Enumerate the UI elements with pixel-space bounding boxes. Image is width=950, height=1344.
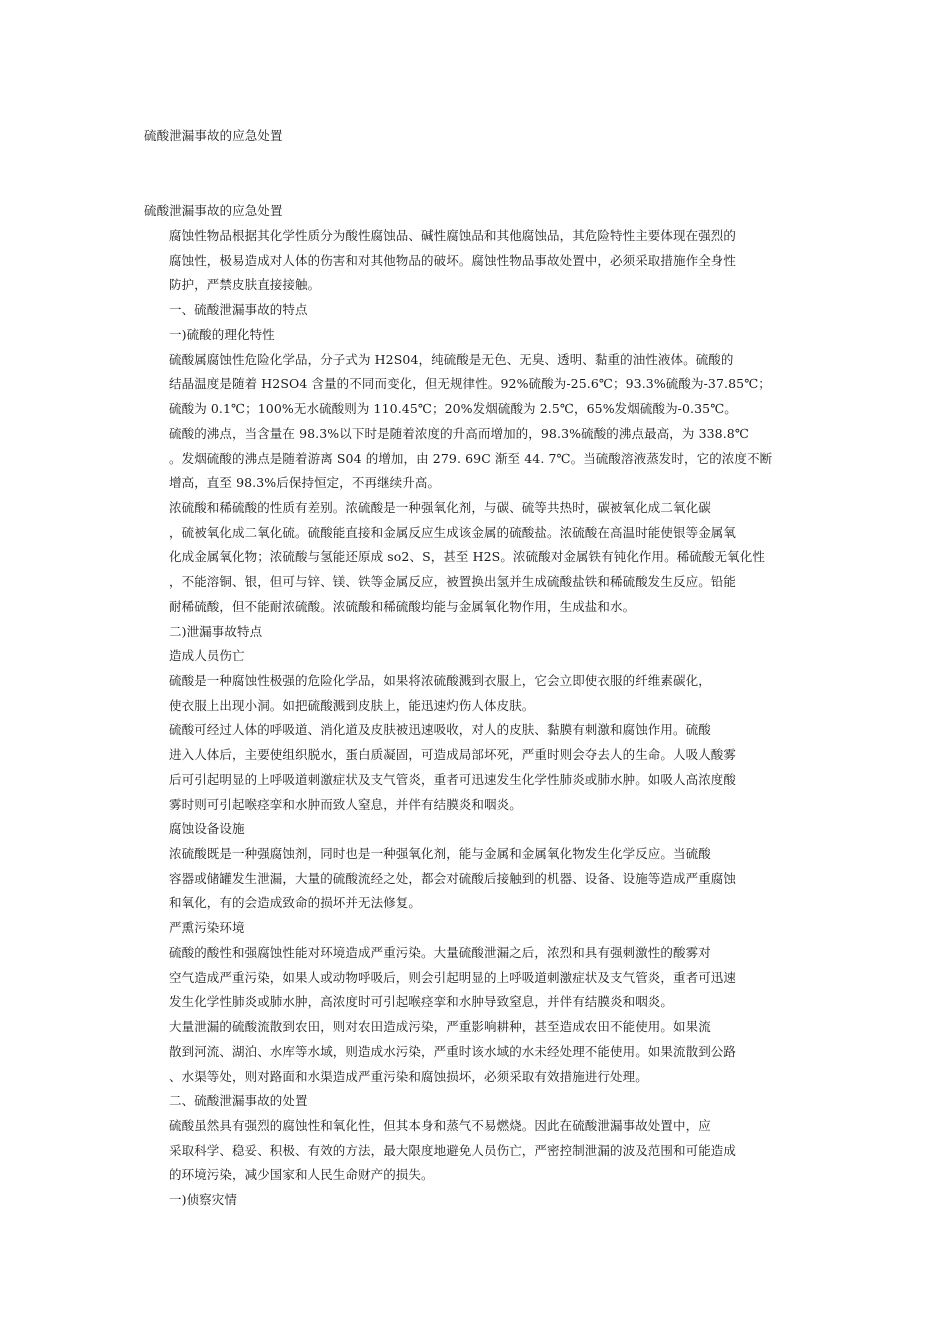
paragraph-line: 一、硫酸泄漏事故的特点 — [169, 302, 308, 318]
paragraph-line: 硫酸是一种腐蚀性极强的危险化学品，如果将浓硫酸溅到衣服上，它会立即使衣服的纤维素碳化， — [169, 673, 711, 688]
paragraph-line: 一)硫酸的理化特性 — [169, 326, 275, 342]
paragraph-line: 二)泄漏事故特点 — [169, 623, 263, 639]
paragraph-line: 和氧化，有的会造成致命的损坏并无法修复。 — [169, 895, 422, 911]
document-subtitle: 硫酸泄漏事故的应急处置 — [144, 203, 283, 218]
paragraph-line: 硫酸虽然具有强烈的腐蚀性和氧化性，但其本身和蒸气不易燃烧。因此在硫酸泄漏事故处置中，应 — [169, 1117, 711, 1133]
paragraph-line: 硫酸可经过人体的呼吸道、消化道及皮肤被迅速吸收，对人的皮肤、黏膜有刺激和腐蚀作用。硫酸 — [169, 722, 711, 738]
paragraph-line: 硫酸的酸性和强腐蚀性能对环境造成严重污染。大量硫酸泄漏之后，浓烈和具有强刺激性的酸雾对 — [169, 944, 711, 960]
paragraph-line: 浓硫酸和稀硫酸的性质有差别。浓硫酸是一种强氧化剂，与碳、硫等共热时，碳被氧化成二氧化碳 — [169, 499, 711, 515]
paragraph-line: 硫酸的沸点，当含量在 98.3%以下时是随着浓度的升高而增加的，98.3%硫酸的沸点最高，为 338.8℃ — [169, 425, 749, 441]
paragraph-line: 空气造成严重污染，如果人或动物呼吸后，则会引起明显的上呼吸道刺激症状及支气管炎，重者可迅速 — [169, 969, 737, 985]
paragraph-line: 的环境污染，减少国家和人民生命财产的损失。 — [169, 1167, 434, 1183]
paragraph-line: 硫酸为 0.1℃；100%无水硫酸则为 110.45℃；20%发烟硫酸为 2.5℃，65%发烟硫酸为-0.35℃。 — [169, 401, 737, 416]
paragraph-line: ，硫被氧化成二氧化硫。硫酸能直接和金属反应生成该金属的硫酸盐。浓硫酸在高温时能使银等金属氧 — [169, 524, 737, 540]
paragraph-line: 耐稀硫酸，但不能耐浓硫酸。浓硫酸和稀硫酸均能与金属氧化物作用，生成盐和水。 — [169, 598, 636, 614]
paragraph-line: 使衣服上出现小洞。如把硫酸溅到皮肤上，能迅速灼伤人体皮肤。 — [169, 697, 535, 713]
paragraph-line: 采取科学、稳妥、积极、有效的方法，最大限度地避免人员伤亡，严密控制泄漏的波及范围和可能造成 — [169, 1142, 737, 1158]
paragraph-line: 二、硫酸泄漏事故的处置 — [169, 1093, 308, 1109]
paragraph-line: 雾时则可引起喉痉挛和水肿而致人窒息，并伴有结膜炎和咽炎。 — [169, 796, 522, 812]
paragraph-line: 。发烟硫酸的沸点是随着游离 S04 的增加，由 279. 69C 渐至 44. 7℃。当硫酸溶液蒸发时，它的浓度不断 — [169, 450, 773, 466]
paragraph-line: 腐蚀设备设施 — [169, 821, 245, 837]
paragraph-line: 大量泄漏的硫酸流散到农田，则对农田造成污染，严重影响耕种，甚至造成农田不能使用。如果流 — [169, 1019, 711, 1034]
paragraph-line: 腐蚀性物品根据其化学性质分为酸性腐蚀品、碱性腐蚀品和其他腐蚀品，其危险特性主要体现在强烈的 — [169, 228, 737, 243]
paragraph-line: 增高，直至 98.3%后保持恒定，不再继续升高。 — [169, 475, 441, 491]
paragraph-line: 散到河流、湖泊、水库等水域，则造成水污染，严重时该水域的水未经处理不能使用。如果流散到公路 — [169, 1043, 737, 1059]
paragraph-line: 容器或储罐发生泄漏，大量的硫酸流经之处，都会对硫酸后接触到的机器、设备、设施等造成严重腐蚀 — [169, 870, 737, 886]
paragraph-line: 发生化学性肺炎或肺水肿，高浓度时可引起喉痉挛和水肿导致窒息，并伴有结膜炎和咽炎。 — [169, 994, 674, 1010]
paragraph-line: 结晶温度是随着 H2SO4 含量的不同而变化，但无规律性。92%硫酸为-25.6℃；93.3%硫酸为-37.85℃； — [169, 376, 771, 392]
document-title: 硫酸泄漏事故的应急处置 — [144, 128, 283, 143]
paragraph-line: 腐蚀性，极易造成对人体的伤害和对其他物品的破坏。腐蚀性物品事故处置中，必须采取措施作全身性 — [169, 252, 737, 268]
paragraph-line: 硫酸属腐蚀性危险化学品，分子式为 H2S04，纯硫酸是无色、无臭、透明、黏重的油性液体。硫酸的 — [169, 351, 734, 367]
paragraph-line: 浓硫酸既是一种强腐蚀剂，同时也是一种强氧化剂，能与金属和金属氧化物发生化学反应。当硫酸 — [169, 846, 711, 861]
paragraph-line: 化成金属氧化物；浓硫酸与氢能还原成 so2、S，甚至 H2S。浓硫酸对金属铁有钝化作用。稀硫酸无氧化性 — [169, 549, 765, 565]
paragraph-line: 进入人体后，主要使组织脱水，蛋白质凝固，可造成局部坏死，严重时则会夺去人的生命。人吸人酸雾 — [169, 747, 737, 763]
paragraph-line: 一)侦察灾情 — [169, 1192, 237, 1208]
paragraph-line: 后可引起明显的上呼吸道刺激症状及支气管炎，重者可迅速发生化学性肺炎或肺水肿。如吸人高浓度酸 — [169, 771, 737, 787]
paragraph-line: 、水渠等处，则对路面和水渠造成严重污染和腐蚀损坏，必须采取有效措施进行处理。 — [169, 1068, 648, 1084]
paragraph-line: ，不能溶铜、银，但可与锌、镁、铁等金属反应，被置换出氢并生成硫酸盐铁和稀硫酸发生反应。铅能 — [169, 574, 737, 590]
paragraph-line: 造成人员伤亡 — [169, 648, 245, 664]
paragraph-line: 防护，严禁皮肤直接接触。 — [169, 277, 321, 293]
paragraph-line: 严熏污染环境 — [169, 920, 245, 936]
